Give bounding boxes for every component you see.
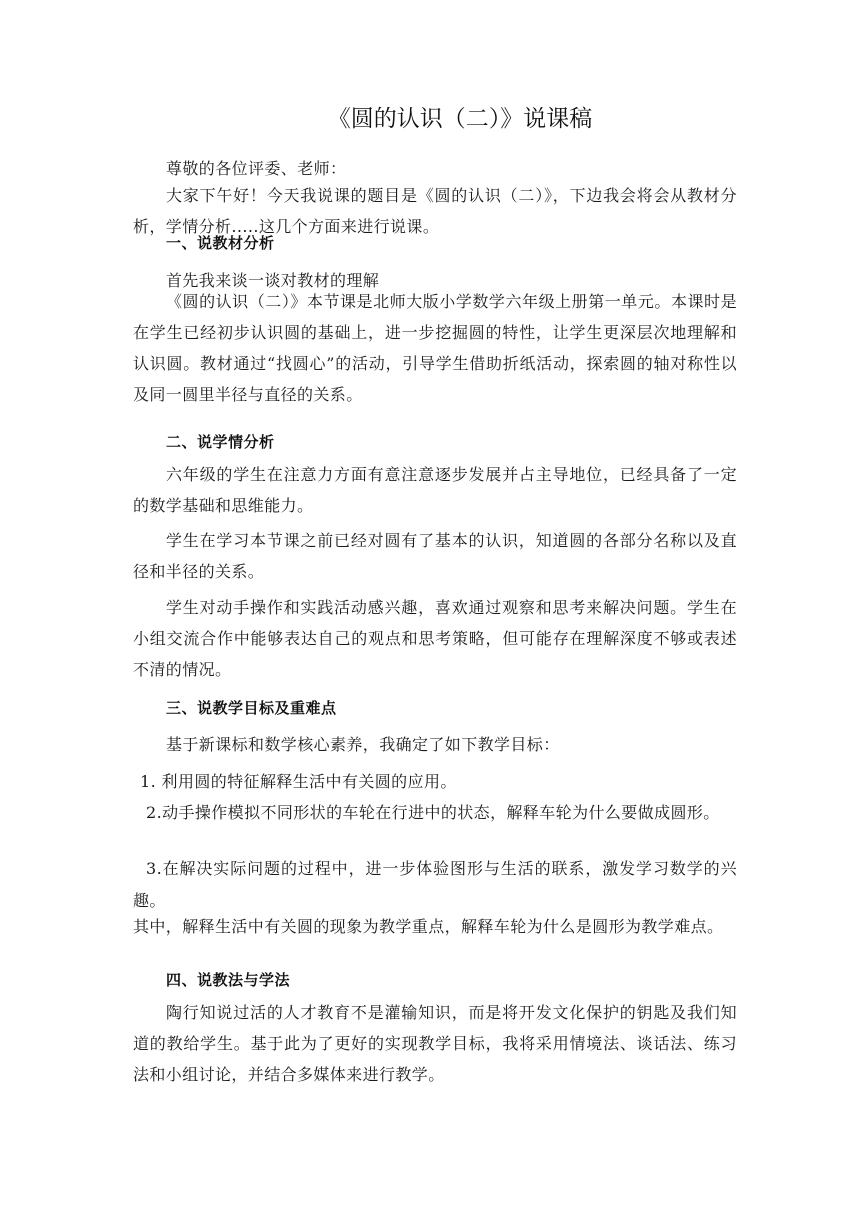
section-heading-teaching-goals: 三、说教学目标及重难点 bbox=[166, 699, 337, 717]
textbook-paragraph-2: 《圆的认识（二）》本节课是北师大版小学数学六年级上册第一单元。本课时是在学生已经初步认识圆的基础上，进一步挖掘圆的特性，让学生更深层次地理解和认识圆。教材通过“找圆心”的活动，引导学生借助折纸活动，探索圆的轴对称性以及同一圆里半径与直径的关系。 bbox=[133, 292, 737, 404]
goal-item-2: 2.动手操作模拟不同形状的车轮在行进中的状态，解释车轮为什么要做成圆形。 bbox=[146, 803, 720, 822]
goal-item-1: 1. 利用圆的特征解释生活中有关圆的应用。 bbox=[140, 772, 457, 791]
section-heading-methods: 四、说教法与学法 bbox=[166, 971, 291, 989]
textbook-paragraph-1: 首先我来谈一谈对教材的理解 bbox=[166, 271, 380, 290]
document-title: 《圆的认识（二）》说课稿 bbox=[327, 106, 593, 132]
section-heading-student-analysis: 二、说学情分析 bbox=[166, 433, 275, 451]
section-heading-textbook-analysis: 一、说教材分析 bbox=[166, 234, 275, 252]
methods-paragraph: 陶行知说过活的人才教育不是灌输知识，而是将开发文化保护的钥匙及我们知道的教给学生。基于此为了更好的实现教学目标，我将采用情境法、谈话法、练习法和小组讨论，并结合多媒体来进行教学。 bbox=[133, 1003, 737, 1084]
greeting: 尊敬的各位评委、老师： bbox=[166, 159, 347, 178]
goals-intro: 基于新课标和数学核心素养，我确定了如下教学目标： bbox=[166, 735, 560, 754]
student-paragraph-1: 六年级的学生在注意力方面有意注意逐步发展并占主导地位，已经具备了一定的数学基础和思维能力。 bbox=[133, 465, 737, 515]
goal-item-3: 3.在解决实际问题的过程中，进一步体验图形与生活的联系，激发学习数学的兴趣。 bbox=[133, 859, 737, 910]
student-paragraph-2: 学生在学习本节课之前已经对圆有了基本的认识，知道圆的各部分名称以及直径和半径的关系。 bbox=[133, 531, 737, 581]
key-points-paragraph: 其中，解释生活中有关圆的现象为教学重点，解释车轮为什么是圆形为教学难点。 bbox=[133, 917, 724, 936]
intro-paragraph: 大家下午好！今天我说课的题目是《圆的认识（二）》，下边我会将会从教材分析，学情分析.....这几个方面来进行说课。 bbox=[133, 186, 737, 236]
student-paragraph-3: 学生对动手操作和实践活动感兴趣，喜欢通过观察和思考来解决问题。学生在小组交流合作中能够表达自己的观点和思考策略，但可能存在理解深度不够或表述不清的情况。 bbox=[133, 598, 737, 679]
